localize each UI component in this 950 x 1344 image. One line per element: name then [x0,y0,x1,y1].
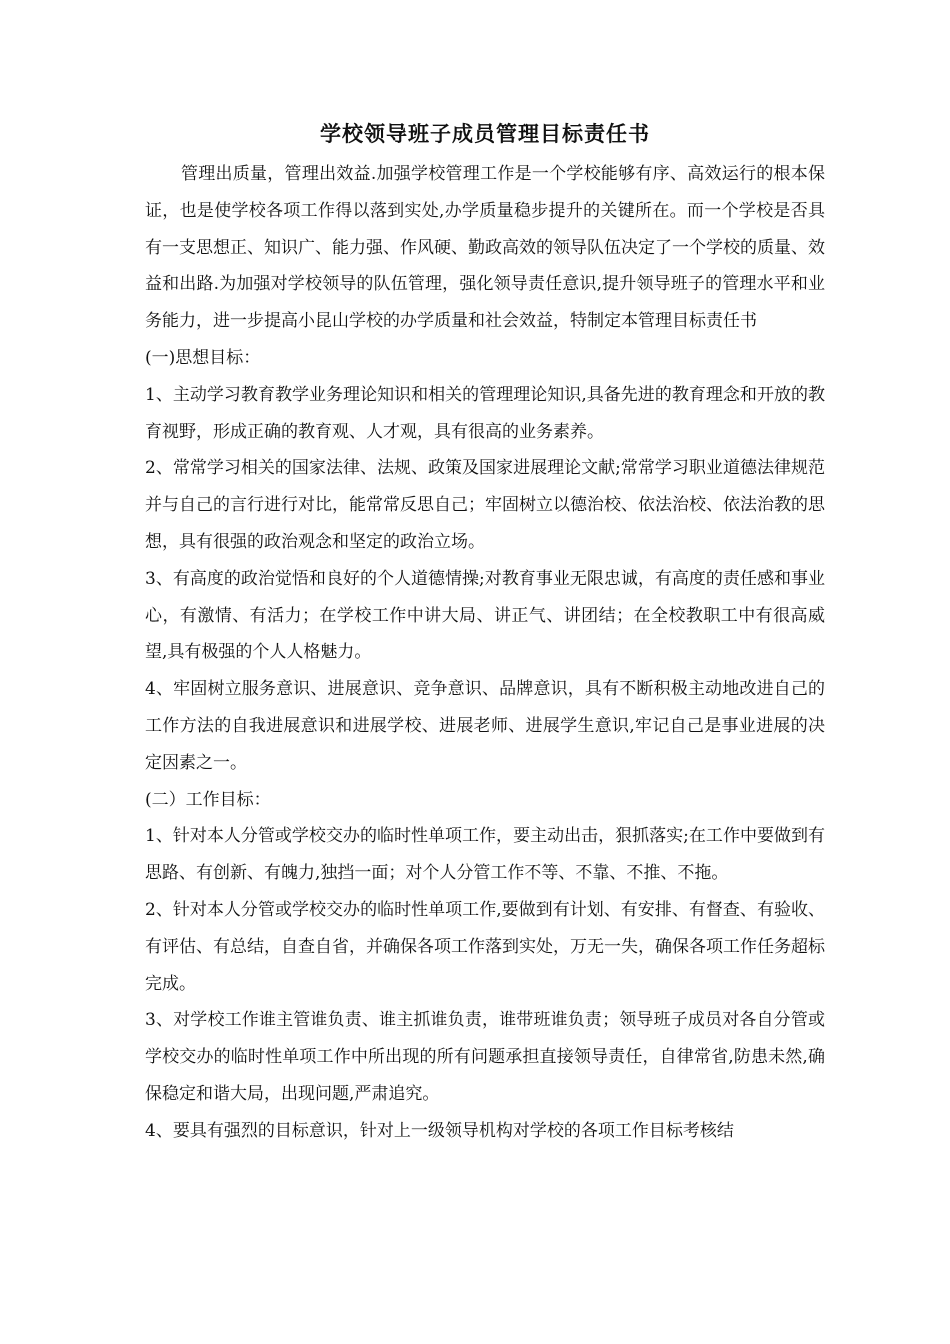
thought-goal-item-1: 1、主动学习教育教学业务理论知识和相关的管理理论知识,具备先进的教育理念和开放的教育视野，形成正确的教育观、人才观，具有很高的业务素养。 [145,384,825,442]
work-goal-item-1: 1、针对本人分管或学校交办的临时性单项工作，要主动出击，狠抓落实;在工作中要做到有思路、有创新、有魄力,独挡一面；对个人分管工作不等、不靠、不推、不拖。 [145,826,825,884]
document-title: 学校领导班子成员管理目标责任书 [320,121,650,146]
work-goal-item-2: 2、针对本人分管或学校交办的临时性单项工作,要做到有计划、有安排、有督查、有验收、有评估、有总结，自查自省，并确保各项工作落到实处，万无一失，确保各项工作任务超标完成。 [145,899,825,994]
work-goal-item-4: 4、要具有强烈的目标意识，针对上一级领导机构对学校的各项工作目标考核结 [145,1120,734,1141]
thought-goal-item-4: 4、牢固树立服务意识、进展意识、竞争意识、品牌意识，具有不断积极主动地改进自己的工作方法的自我进展意识和进展学校、进展老师、进展学生意识,牢记自己是事业进展的决定因素之一。 [145,679,825,773]
thought-goal-item-2: 2、常常学习相关的国家法律、法规、政策及国家进展理论文献;常常学习职业道德法律规范并与自己的言行进行对比，能常常反思自己；牢固树立以德治校、依法治校、依法治教的思想，具有很强的政治观念和坚定的政治立场。 [145,458,825,552]
section-heading-work-goals: (二）工作目标： [145,789,271,810]
section-heading-thought-goals: (一)思想目标： [145,347,261,368]
document-page [145,118,825,1150]
work-goal-item-3: 3、对学校工作谁主管谁负责、谁主抓谁负责，谁带班谁负责；领导班子成员对各自分管或学校交办的临时性单项工作中所出现的所有问题承担直接领导责任，自律常省,防患未然,确保稳定和谐大局，出现问题,严肃追究。 [145,1010,825,1104]
intro-paragraph: 管理出质量，管理出效益.加强学校管理工作是一个学校能够有序、高效运行的根本保证，也是使学校各项工作得以落到实处,办学质量稳步提升的关键所在。而一个学校是否具有一支思想正、知识广、能力强、作风硬、勤政高效的领导队伍决定了一个学校的质量、效益和出路.为加强对学校领导的队伍管理，强化领导责任意识,提升领导班子的管理水平和业务能力，进一步提高小昆山学校的办学质量和社会效益，特制定本管理目标责任书 [145,164,825,332]
thought-goal-item-3: 3、有高度的政治觉悟和良好的个人道德情操;对教育事业无限忠诚，有高度的责任感和事业心，有激情、有活力；在学校工作中讲大局、讲正气、讲团结；在全校教职工中有很高威望,具有极强的个人人格魅力。 [145,568,825,663]
